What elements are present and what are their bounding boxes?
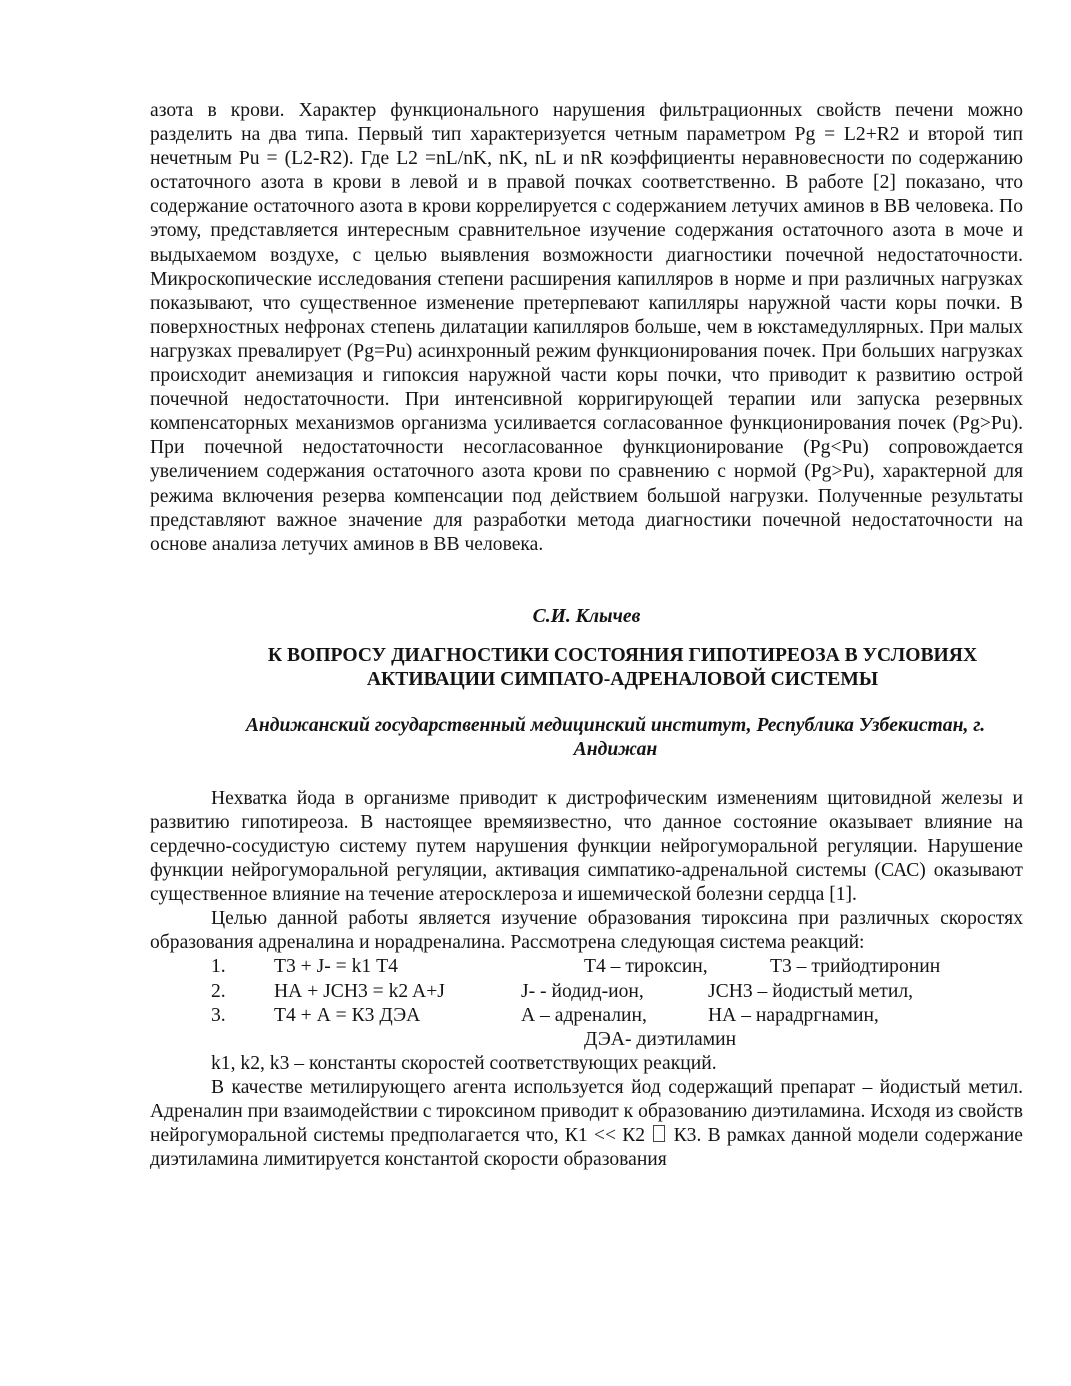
reaction-definition: J- - йодид-ион,: [521, 980, 644, 1002]
missing-glyph-icon: [653, 1125, 665, 1142]
reaction-definition: Т4 – тироксин,: [584, 956, 708, 978]
paragraph-method: [150, 1076, 1023, 1172]
reaction-number: 1.: [211, 956, 226, 978]
reaction-row: [150, 1004, 1023, 1028]
reaction-extra-definition: ДЭА- диэтиламин: [584, 1028, 737, 1050]
article-title-line-1: К ВОПРОСУ ДИАГНОСТИКИ СОСТОЯНИЯ ГИПОТИРЕОЗА В УСЛОВИЯХ: [267, 644, 978, 666]
reaction-number: 2.: [211, 980, 226, 1002]
paragraph-goal: Целью данной работы является изучение образования тироксина при различных скоростях образования адреналина и норадреналина. Рассмотрена следующая система реакций:: [150, 908, 1023, 954]
reaction-equation: НА + JCH3 = k2 A+J: [274, 980, 445, 1002]
reaction-number: 3.: [211, 1004, 226, 1026]
reaction-equation: Т4 + А = К3 ДЭА: [274, 1004, 421, 1026]
reaction-equation: Т3 + J- = k1 Т4: [274, 956, 398, 978]
reaction-extra-definition-row: [150, 1028, 1023, 1052]
paragraph-method-start: В качестве метилирующего агента используется йод содержащий препарат – йодистый метил. Адреналин при взаимодействии с тироксином приводит к образованию диэтиламина. Исходя из свойств нейрогуморальной системы предполагается что, К1 << К2: [150, 1076, 1023, 1147]
paragraph-method-end: К3. В рамках данной модели содержание диэтиламина лимитируется константой скорости образования: [150, 1125, 1024, 1171]
reaction-list: [150, 955, 1023, 1051]
affiliation-line-2: Андижан: [573, 739, 658, 761]
affiliation-line-1: Андижанский государственный медицинский институт, Республика Узбекистан, г.: [245, 714, 986, 736]
reaction-definition: Т3 – трийодтиронин: [770, 956, 941, 978]
reaction-row: [150, 980, 1023, 1004]
article-title: [150, 644, 1023, 693]
paragraph-intro: Нехватка йода в организме приводит к дистрофическим изменениям щитовидной железы и развитию гипотиреоза. В настоящее времяизвестно, что данное состояние оказывает влияние на сердечно-сосудистую систему путем нарушения функции нейрогуморальной регуляции. Нарушение функции нейрогуморальной регуляции, активация симпатико-адренальной системы (САС) оказывают существенное влияние на течение атеросклероза и ишемической болезни сердца [1].: [150, 787, 1023, 906]
reaction-definition: JCH3 – йодистый метил,: [708, 980, 914, 1002]
constants-line: k1, k2, k3 – константы скоростей соответствующих реакций.: [211, 1052, 717, 1074]
top-paragraph: азота в крови. Характер функционального нарушения фильтрационных свойств печени можно разделить на два типа. Первый тип характеризуется четным параметром Pg = L2+R2 и второй тип нечетным Pu = (L2-R2). Где L2 =nL/nK, nK, nL и nR коэффициенты неравновесности по содержанию остаточного азота в крови в левой и в правой почках соответственно. В работе [2] показано, что содержание остаточного азота в крови коррелируется с содержанием летучих аминов в ВВ человека. По этому, представляется интересным сравнительное изучение содержания остаточного азота в моче и выдыхаемом воздухе, с целью выявления возможности диагностики почечной недостаточности. Микроскопические исследования степени расширения капилляров в норме и при различных нагрузках показывают, что существенное изменение претерпевают капилляры наружной части коры почки. В поверхностных нефронах степень дилатации капилляров больше, чем в юкстамедуллярных. При малых нагрузках превалирует (Pg=Pu) асинхронный режим функционирования почек. При больших нагрузках происходит анемизация и гипоксия наружной части коры почки, что приводит к развитию острой почечной недостаточности. При интенсивной корригирующей терапии или запуска резервных компенсаторных механизмов организма усиливается согласованное функционирования почек (Pg>Pu). При почечной недостаточности несогласованное функционирование (Pg<Pu) сопровождается увеличением содержания остаточного азота крови по сравнению с нормой (Pg>Pu), характерной для режима включения резерва компенсации под действием большой нагрузки. Полученные результаты представляют важное значение для разработки метода диагностики почечной недостаточности на основе анализа летучих аминов в ВВ человека.: [150, 100, 1023, 555]
article-title-line-2: АКТИВАЦИИ СИМПАТО-АДРЕНАЛОВОЙ СИСТЕМЫ: [366, 669, 879, 691]
author-name: С.И. Клычев: [532, 605, 641, 627]
reaction-definition: НА – нарадргнамин,: [708, 1004, 879, 1026]
reaction-row: [150, 955, 1023, 979]
document-page: [150, 99, 1023, 1172]
reaction-definition: А – адреналин,: [521, 1004, 647, 1026]
affiliation: [150, 714, 1023, 763]
